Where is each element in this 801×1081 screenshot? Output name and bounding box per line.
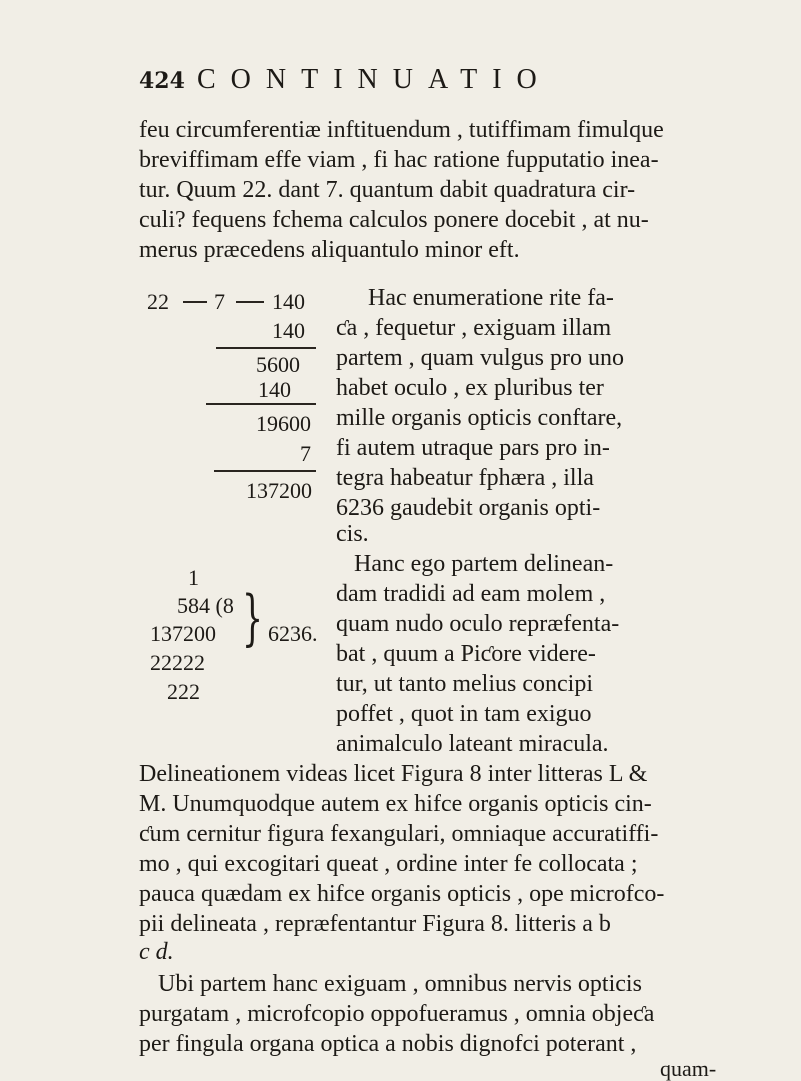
page-header <box>139 64 741 104</box>
text-line: cis. <box>336 521 369 547</box>
page-number: 424 <box>139 68 185 94</box>
running-title: CONTINUATIO <box>197 64 552 95</box>
text-line: Hanc ego partem delinean- <box>354 551 614 577</box>
text-line: tur. Quum 22. dant 7. quantum dabit quadratura cir- <box>139 177 636 203</box>
text-line: c d. <box>139 939 174 965</box>
text-line: 6236 gaudebit organis opti- <box>336 495 601 521</box>
text-line: ƈa , fequetur , exiguam illam <box>336 315 612 341</box>
text-line: per fingula organa optica a nobis dignofci poterant , <box>139 1031 637 1057</box>
sum-rule <box>206 403 316 405</box>
text-line: pauca quædam ex hifce organis opticis , ope microfco- <box>139 881 665 907</box>
sum-rule <box>216 347 316 349</box>
text-line: tegra habeatur fphæra , illa <box>336 465 594 491</box>
text-line: dam tradidi ad eam molem , <box>336 581 606 607</box>
curly-brace-icon: } <box>242 583 264 653</box>
sum-rule <box>214 470 316 472</box>
text-line: Delineationem videas licet Figura 8 inter litteras L & <box>139 761 648 787</box>
text-line: animalculo lateant miracula. <box>336 731 609 757</box>
text-line: mille organis opticis conftare, <box>336 405 623 431</box>
text-line: poffet , quot in tam exiguo <box>336 701 592 727</box>
text-line: quam nudo oculo repræfenta- <box>336 611 620 637</box>
square-result: 19600 <box>256 411 311 436</box>
dash-rule <box>183 301 207 303</box>
text-line: feu circumferentiæ inftituendum , tutiffimam fimulque <box>139 117 664 143</box>
divisor-line: 22222 <box>150 650 205 675</box>
text-line: breviffimam effe viam , fi hac ratione fupputatio inea- <box>139 147 659 173</box>
text-line: fi autem utraque pars pro in- <box>336 435 610 461</box>
dash-rule <box>236 301 264 303</box>
ratio-term: 140 <box>272 289 305 314</box>
ratio-term: 7 <box>214 289 225 314</box>
product-result: 137200 <box>246 478 312 503</box>
text-line: tur, ut tanto melius concipi <box>336 671 593 697</box>
text-line: habet oculo , ex pluribus ter <box>336 375 604 401</box>
multiplicand: 140 <box>272 318 305 343</box>
text-line: Hac enumeratione rite fa- <box>368 285 614 311</box>
catchword: quam- <box>660 1056 717 1081</box>
text-line: merus præcedens aliquantulo minor eft. <box>139 237 520 263</box>
text-line: partem , quam vulgus pro uno <box>336 345 624 371</box>
dividend: 137200 <box>150 621 216 646</box>
text-line: culi? fequens fchema calculos ponere docebit , at nu- <box>139 207 649 233</box>
factor: 7 <box>300 441 311 466</box>
text-line: M. Unumquodque autem ex hifce organis opticis cin- <box>139 791 652 817</box>
text-line: Ubi partem hanc exiguam , omnibus nervis opticis <box>158 971 642 997</box>
ratio-term: 22 <box>147 289 169 314</box>
quotient-marker: 1 <box>188 565 199 590</box>
text-line: purgatam , microfcopio oppofueramus , omnia objeƈa <box>139 1001 655 1027</box>
partial-product: 5600 <box>256 352 300 377</box>
division-result: 6236. <box>268 621 318 646</box>
text-line: pii delineata , repræfentantur Figura 8. litteris a b <box>139 911 611 937</box>
text-line: mo , qui excogitari queat , ordine inter fe collocata ; <box>139 851 638 877</box>
remainder: 222 <box>167 679 200 704</box>
text-line: bat , quum a Piƈore videre- <box>336 641 596 667</box>
partial-product: 140 <box>258 377 291 402</box>
text-line: ƈum cernitur figura fexangulari, omniaque accuratiffi- <box>139 821 659 847</box>
dividend-line: 584 (8 <box>177 593 234 618</box>
